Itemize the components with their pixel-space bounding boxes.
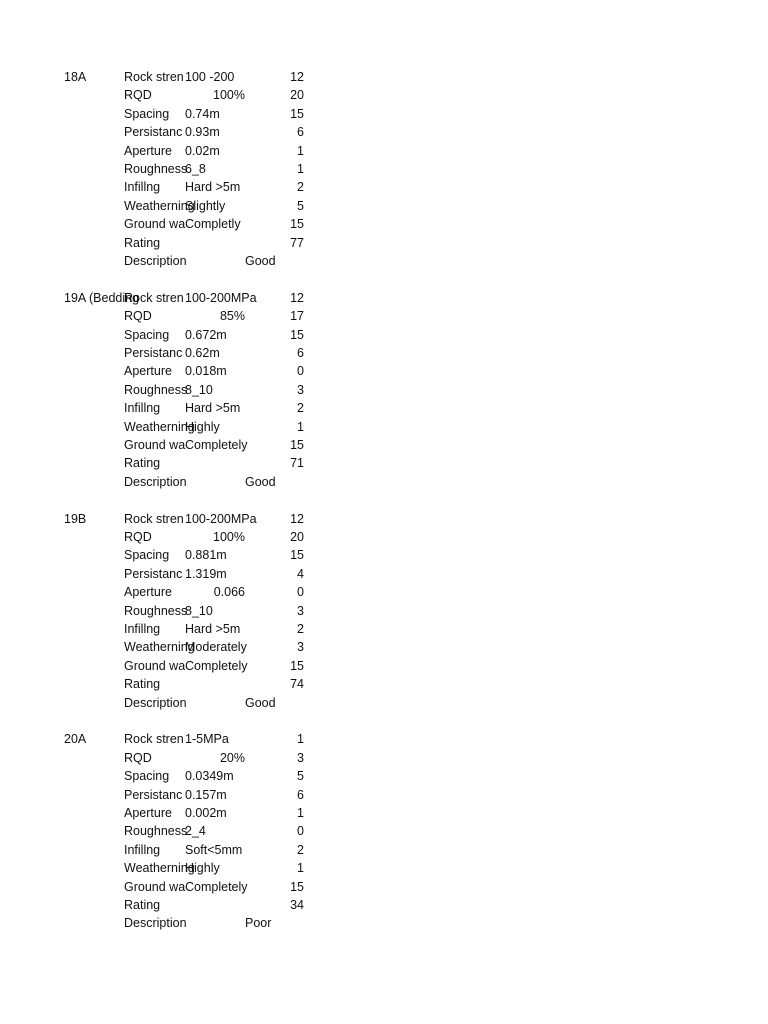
score-cell[interactable]: 2 (297, 401, 304, 416)
parameter-cell[interactable]: Rating (124, 456, 161, 471)
score-cell[interactable]: 15 (290, 658, 304, 673)
parameter-cell[interactable]: Rock stren (124, 290, 184, 305)
description-value-cell[interactable]: Good (245, 695, 276, 710)
value-cell[interactable]: 100% (213, 529, 245, 544)
score-cell[interactable]: 3 (297, 640, 304, 655)
table-row (0, 767, 768, 785)
parameter-cell[interactable]: Rock stren (124, 511, 184, 526)
table-row (0, 326, 768, 344)
description-value-cell[interactable]: Poor (245, 916, 272, 931)
table-row (0, 841, 768, 859)
table-row (0, 418, 768, 436)
table-row (0, 638, 768, 656)
parameter-cell[interactable]: Infillng (124, 180, 161, 195)
score-cell[interactable]: 2 (297, 180, 304, 195)
value-cell[interactable]: Completely (185, 437, 248, 452)
block-id-cell[interactable]: 18A (64, 70, 87, 84)
score-cell[interactable]: 15 (290, 106, 304, 121)
parameter-cell[interactable]: Roughness (124, 382, 188, 397)
value-cell[interactable]: 0.002m (185, 805, 227, 820)
rating-total-cell[interactable]: 74 (290, 677, 304, 692)
value-cell[interactable]: 6_8 (185, 161, 206, 176)
spreadsheet-sheet (0, 68, 768, 951)
value-cell[interactable]: Moderately (185, 640, 247, 655)
score-cell[interactable]: 2 (297, 842, 304, 857)
description-value-cell[interactable]: Good (245, 253, 276, 268)
value-cell[interactable]: 100-200MPa (185, 290, 257, 305)
score-cell[interactable]: 15 (290, 437, 304, 452)
value-cell[interactable]: 0.672m (185, 327, 227, 342)
parameter-cell[interactable]: Weatherning (124, 861, 195, 876)
table-row (0, 381, 768, 399)
value-cell[interactable]: Hard >5m (185, 621, 241, 636)
parameter-cell[interactable]: Weatherning (124, 198, 195, 213)
table-row (0, 307, 768, 325)
value-cell[interactable]: 0.02m (185, 143, 220, 158)
value-cell[interactable]: 20% (219, 750, 245, 765)
table-row (0, 804, 768, 822)
rating-block (0, 68, 768, 270)
rating-total-cell[interactable]: 34 (290, 897, 304, 912)
score-cell[interactable]: 12 (290, 290, 304, 305)
score-cell[interactable]: 1 (297, 143, 304, 158)
table-row (0, 454, 768, 472)
score-cell[interactable]: 15 (290, 548, 304, 563)
value-cell[interactable]: Hard >5m (185, 401, 241, 416)
score-cell[interactable]: 3 (297, 382, 304, 397)
table-row (0, 123, 768, 141)
score-cell[interactable]: 3 (297, 750, 304, 765)
parameter-cell[interactable]: Weatherning (124, 419, 195, 434)
table-row (0, 510, 768, 528)
value-cell[interactable]: Soft<5mm (185, 842, 243, 857)
rating-block (0, 289, 768, 491)
parameter-cell[interactable]: Persistanc (124, 125, 183, 140)
parameter-cell[interactable]: Rating (124, 235, 161, 250)
value-cell[interactable]: 85% (219, 309, 245, 324)
table-row (0, 583, 768, 601)
score-cell[interactable]: 20 (290, 529, 304, 544)
parameter-cell[interactable]: Persistanc (124, 787, 183, 802)
description-label-cell[interactable]: Description (124, 695, 187, 710)
parameter-cell[interactable]: Persistanc (124, 345, 183, 360)
description-label-cell[interactable]: Description (124, 253, 187, 268)
parameter-cell[interactable]: Rock stren (124, 732, 184, 747)
value-cell[interactable]: 8_10 (185, 382, 213, 397)
table-row (0, 436, 768, 454)
parameter-cell[interactable]: RQD (124, 529, 152, 544)
table-row (0, 730, 768, 748)
table-row (0, 786, 768, 804)
value-cell[interactable]: Completely (185, 658, 248, 673)
parameter-cell[interactable]: Spacing (124, 106, 170, 121)
parameter-cell[interactable]: Infillng (124, 401, 161, 416)
value-cell[interactable]: 100 -200 (185, 70, 235, 84)
score-cell[interactable]: 20 (290, 88, 304, 103)
score-cell[interactable]: 6 (297, 345, 304, 360)
value-cell[interactable]: 8_10 (185, 603, 213, 618)
parameter-cell[interactable]: Ground wa (124, 217, 186, 232)
score-cell[interactable]: 5 (297, 198, 304, 213)
table-row (0, 859, 768, 877)
table-row (0, 68, 768, 86)
table-row (0, 694, 768, 712)
table-row (0, 399, 768, 417)
score-cell[interactable]: 1 (297, 161, 304, 176)
parameter-cell[interactable]: RQD (124, 88, 152, 103)
table-row (0, 142, 768, 160)
table-row (0, 234, 768, 252)
value-cell[interactable]: 1.319m (185, 566, 227, 581)
description-label-cell[interactable]: Description (124, 916, 187, 931)
parameter-cell[interactable]: Aperture (124, 143, 172, 158)
score-cell[interactable]: 1 (297, 805, 304, 820)
rating-total-cell[interactable]: 77 (290, 235, 304, 250)
parameter-cell[interactable]: Infillng (124, 842, 161, 857)
table-row (0, 252, 768, 270)
table-row (0, 620, 768, 638)
rating-total-cell[interactable]: 71 (290, 456, 304, 471)
parameter-cell[interactable]: Rating (124, 897, 161, 912)
parameter-cell[interactable]: RQD (124, 750, 152, 765)
table-row (0, 178, 768, 196)
value-cell[interactable]: Highly (185, 861, 220, 876)
parameter-cell[interactable]: Ground wa (124, 437, 186, 452)
value-cell[interactable]: 100-200MPa (185, 511, 257, 526)
score-cell[interactable]: 6 (297, 787, 304, 802)
score-cell[interactable]: 2 (297, 621, 304, 636)
table-row (0, 675, 768, 693)
parameter-cell[interactable]: Ground wa (124, 658, 186, 673)
parameter-cell[interactable]: Aperture (124, 364, 172, 379)
table-row (0, 565, 768, 583)
description-label-cell[interactable]: Description (124, 474, 187, 489)
table-row (0, 602, 768, 620)
value-cell[interactable]: Highly (185, 419, 220, 434)
score-cell[interactable]: 0 (297, 824, 304, 839)
score-cell[interactable]: 12 (290, 70, 304, 84)
parameter-cell[interactable]: Persistanc (124, 566, 183, 581)
score-cell[interactable]: 17 (290, 309, 304, 324)
parameter-cell[interactable]: Roughness (124, 161, 188, 176)
block-id-cell[interactable]: 20A (64, 732, 87, 747)
table-row (0, 528, 768, 546)
rating-block (0, 730, 768, 932)
parameter-cell[interactable]: Spacing (124, 327, 170, 342)
score-cell[interactable]: 3 (297, 603, 304, 618)
parameter-cell[interactable]: Spacing (124, 548, 170, 563)
table-row (0, 160, 768, 178)
value-cell[interactable]: 0.0349m (185, 769, 234, 784)
score-cell[interactable]: 1 (297, 419, 304, 434)
block-id-cell[interactable]: 19B (64, 511, 87, 526)
parameter-cell[interactable]: Rating (124, 677, 161, 692)
block-id-cell[interactable]: 19A (Bedding (64, 290, 140, 305)
value-cell[interactable]: Completely (185, 879, 248, 894)
value-cell[interactable]: Hard >5m (185, 180, 241, 195)
value-cell[interactable]: 100% (213, 88, 245, 103)
description-value-cell[interactable]: Good (245, 474, 276, 489)
table-row (0, 896, 768, 914)
parameter-cell[interactable]: Ground wa (124, 879, 186, 894)
parameter-cell[interactable]: Infillng (124, 621, 161, 636)
table-row (0, 878, 768, 896)
score-cell[interactable]: 1 (297, 861, 304, 876)
score-cell[interactable]: 6 (297, 125, 304, 140)
table-row (0, 86, 768, 104)
score-cell[interactable]: 0 (297, 585, 304, 600)
value-cell[interactable]: 0.018m (185, 364, 227, 379)
score-cell[interactable]: 1 (297, 732, 304, 747)
table-row (0, 914, 768, 932)
score-cell[interactable]: 4 (297, 566, 304, 581)
table-row (0, 473, 768, 491)
table-row (0, 362, 768, 380)
value-cell[interactable]: 0.066 (213, 585, 245, 600)
parameter-cell[interactable]: Roughness (124, 603, 188, 618)
value-cell[interactable]: 0.62m (185, 345, 220, 360)
parameter-cell[interactable]: Aperture (124, 805, 172, 820)
score-cell[interactable]: 15 (290, 327, 304, 342)
score-cell[interactable]: 12 (290, 511, 304, 526)
table-row (0, 215, 768, 233)
score-cell[interactable]: 0 (297, 364, 304, 379)
table-row (0, 105, 768, 123)
table-row (0, 344, 768, 362)
parameter-cell[interactable]: Rock stren (124, 70, 184, 84)
table-row (0, 749, 768, 767)
table-row (0, 546, 768, 564)
parameter-cell[interactable]: Spacing (124, 769, 170, 784)
parameter-cell[interactable]: Aperture (124, 585, 172, 600)
value-cell[interactable]: 0.881m (185, 548, 227, 563)
score-cell[interactable]: 15 (290, 217, 304, 232)
parameter-cell[interactable]: RQD (124, 309, 152, 324)
table-row (0, 197, 768, 215)
value-cell[interactable]: 1-5MPa (185, 732, 229, 747)
value-cell[interactable]: 2_4 (185, 824, 206, 839)
rating-block (0, 510, 768, 712)
parameter-cell[interactable]: Roughness (124, 824, 188, 839)
value-cell[interactable]: 0.157m (185, 787, 227, 802)
value-cell[interactable]: 0.74m (185, 106, 220, 121)
score-cell[interactable]: 15 (290, 879, 304, 894)
table-row (0, 657, 768, 675)
value-cell[interactable]: Slightly (185, 198, 226, 213)
value-cell[interactable]: Completly (185, 217, 241, 232)
table-row (0, 289, 768, 307)
score-cell[interactable]: 5 (297, 769, 304, 784)
table-row (0, 822, 768, 840)
value-cell[interactable]: 0.93m (185, 125, 220, 140)
parameter-cell[interactable]: Weatherning (124, 640, 195, 655)
